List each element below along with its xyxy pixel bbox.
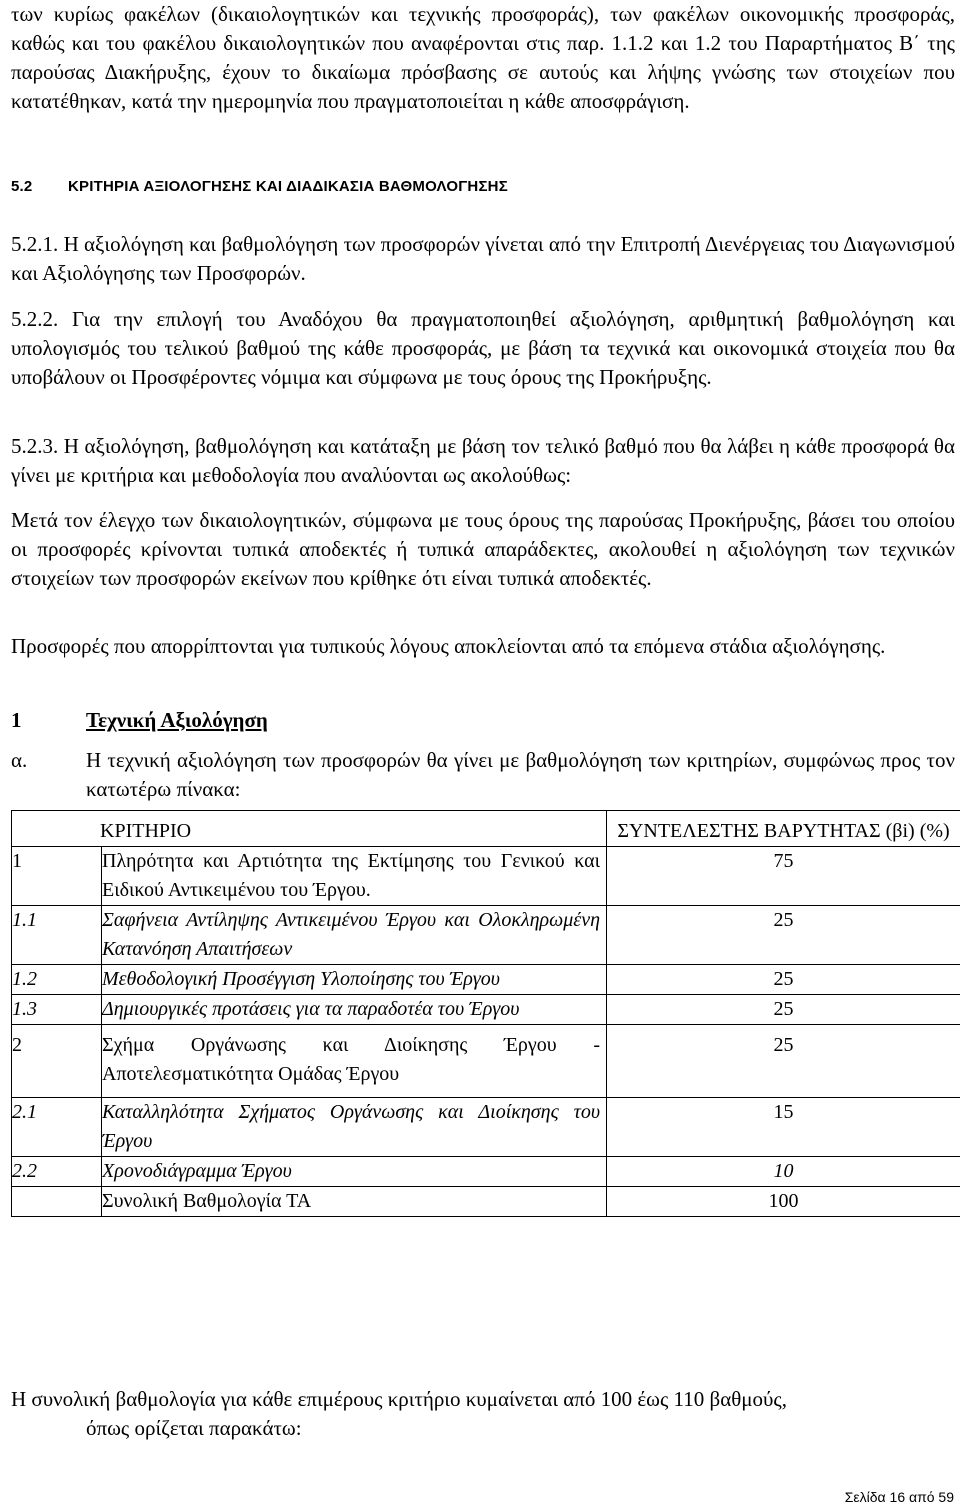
paragraph-score-range [11,1385,955,1443]
section-heading [11,172,508,201]
section-title: ΚΡΙΤΗΡΙΑ ΑΞΙΟΛΟΓΗΣΗΣ ΚΑΙ ΔΙΑΔΙΚΑΣΙΑ ΒΑΘΜΟΛΟΓΗΣΗΣ [68,178,508,195]
score-range-line-2: όπως ορίζεται παρακάτω: [86,1416,302,1440]
table-row [12,906,960,965]
page-footer: Σελίδα 16 από 59 [844,1489,954,1505]
table-row [12,995,960,1025]
row-number: 1.3 [12,995,102,1025]
row-weight: 100 [607,1187,960,1217]
table-row [12,847,960,906]
row-description: Χρονοδιάγραμμα Έργου [102,1157,607,1187]
row-weight: 25 [607,965,960,995]
table-row [12,965,960,995]
paragraph-5-2-1: 5.2.1. Η αξιολόγηση και βαθμολόγηση των προσφορών γίνεται από την Επιτροπή Διενέργειας του Διαγωνισμού και Αξιολόγησης των Προσφορών. [11,232,955,285]
row-description: Συνολική Βαθμολογία ΤΑ [102,1187,607,1217]
row-number [12,1187,102,1217]
table-header-row [12,811,960,847]
paragraph-rejected-offers: Προσφορές που απορρίπτονται για τυπικούς λόγους αποκλείονται από τα επόμενα στάδια αξιολόγησης. [11,634,886,658]
row-weight: 75 [607,847,960,906]
table-row [12,1098,960,1157]
paragraph-document-check: Μετά τον έλεγχο των δικαιολογητικών, σύμφωνα με τους όρους της παρούσας Προκήρυξης, βάσει του οποίου οι προσφορές κρίνονται τυπικά αποδεκτές ή τυπικά απαράδεκτες, ακολουθεί η αξιολόγηση των τεχνικών στοιχείων των προσφορών εκείνων που κρίθηκε ότι είναι τυπικά αποδεκτές. [11,508,955,590]
paragraph-5-2-3: 5.2.3. Η αξιολόγηση, βαθμολόγηση και κατάταξη με βάση τον τελικό βαθμό που θα λάβει η κάθε προσφορά θα γίνει με κριτήρια και μεθοδολογία που αναλύονται ως ακολούθως: [11,434,955,487]
intro-paragraph: των κυρίως φακέλων (δικαιολογητικών και τεχνικής προσφοράς), των φακέλων οικονομικής προσφοράς, καθώς και του φακέλου δικαιολογητικών που αναφέρονται στις παρ. 1.1.2 και 1.2 του Παραρτήματος Β΄ της παρούσας Διακήρυξης, έχουν το δικαίωμα πρόσβασης σε αυτούς και λήψης γνώσης των στοιχείων που κατατέθηκαν, κατά την ημερομηνία που πραγματοποιείται η κάθε αποσφράγιση. [11,2,955,113]
criteria-table [11,810,960,1217]
table-row [12,1025,960,1098]
row-description: Σχήμα Οργάνωσης και Διοίκησης Έργου - Αποτελεσματικότητα Ομάδας Έργου [102,1025,607,1098]
header-weight: ΣΥΝΤΕΛΕΣΤΗΣ ΒΑΡΥΤΗΤΑΣ (βi) (%) [607,811,960,847]
row-number: 2 [12,1025,102,1098]
list-item-text: Η τεχνική αξιολόγηση των προσφορών θα γίνει με βαθμολόγηση των κριτηρίων, συμφώνως προς τον κατωτέρω πίνακα: [86,748,955,801]
header-criterion: ΚΡΙΤΗΡΙΟ [12,811,607,847]
subheading-number: 1 [11,708,22,732]
row-description: Δημιουργικές προτάσεις για τα παραδοτέα του Έργου [102,995,607,1025]
list-marker: α. [11,748,28,772]
row-weight: 10 [607,1157,960,1187]
row-weight: 25 [607,1025,960,1098]
table-row [12,1157,960,1187]
score-range-line-1: Η συνολική βαθμολογία για κάθε επιμέρους κριτήριο κυμαίνεται από 100 έως 110 βαθμούς, [11,1387,787,1411]
row-description: Πληρότητα και Αρτιότητα της Εκτίμησης του Γενικού και Ειδικού Αντικειμένου του Έργου. [102,847,607,906]
list-item-a [11,746,955,804]
section-number: 5.2 [11,178,33,195]
table-row-total [12,1187,960,1217]
paragraph-5-2-2: 5.2.2. Για την επιλογή του Αναδόχου θα πραγματοποιηθεί αξιολόγηση, αριθμητική βαθμολόγηση και υπολογισμός του τελικού βαθμού της κάθε προσφοράς, με βάση τα τεχνικά και οικονομικά στοιχεία που θα υποβάλουν οι Προσφέροντες νόμιμα και σύμφωνα με τους όρους της Προκήρυξης. [11,307,955,389]
row-description: Καταλληλότητα Σχήματος Οργάνωσης και Διοίκησης του Έργου [102,1098,607,1157]
subheading-title: Τεχνική Αξιολόγηση [86,708,268,732]
row-description: Μεθοδολογική Προσέγγιση Υλοποίησης του Έργου [102,965,607,995]
row-weight: 25 [607,906,960,965]
subheading-technical-evaluation [11,706,276,735]
row-number: 2.2 [12,1157,102,1187]
row-number: 1.1 [12,906,102,965]
row-description: Σαφήνεια Αντίληψης Αντικειμένου Έργου και Ολοκληρωμένη Κατανόηση Απαιτήσεων [102,906,607,965]
row-number: 1.2 [12,965,102,995]
row-weight: 25 [607,995,960,1025]
row-number: 2.1 [12,1098,102,1157]
row-number: 1 [12,847,102,906]
row-weight: 15 [607,1098,960,1157]
